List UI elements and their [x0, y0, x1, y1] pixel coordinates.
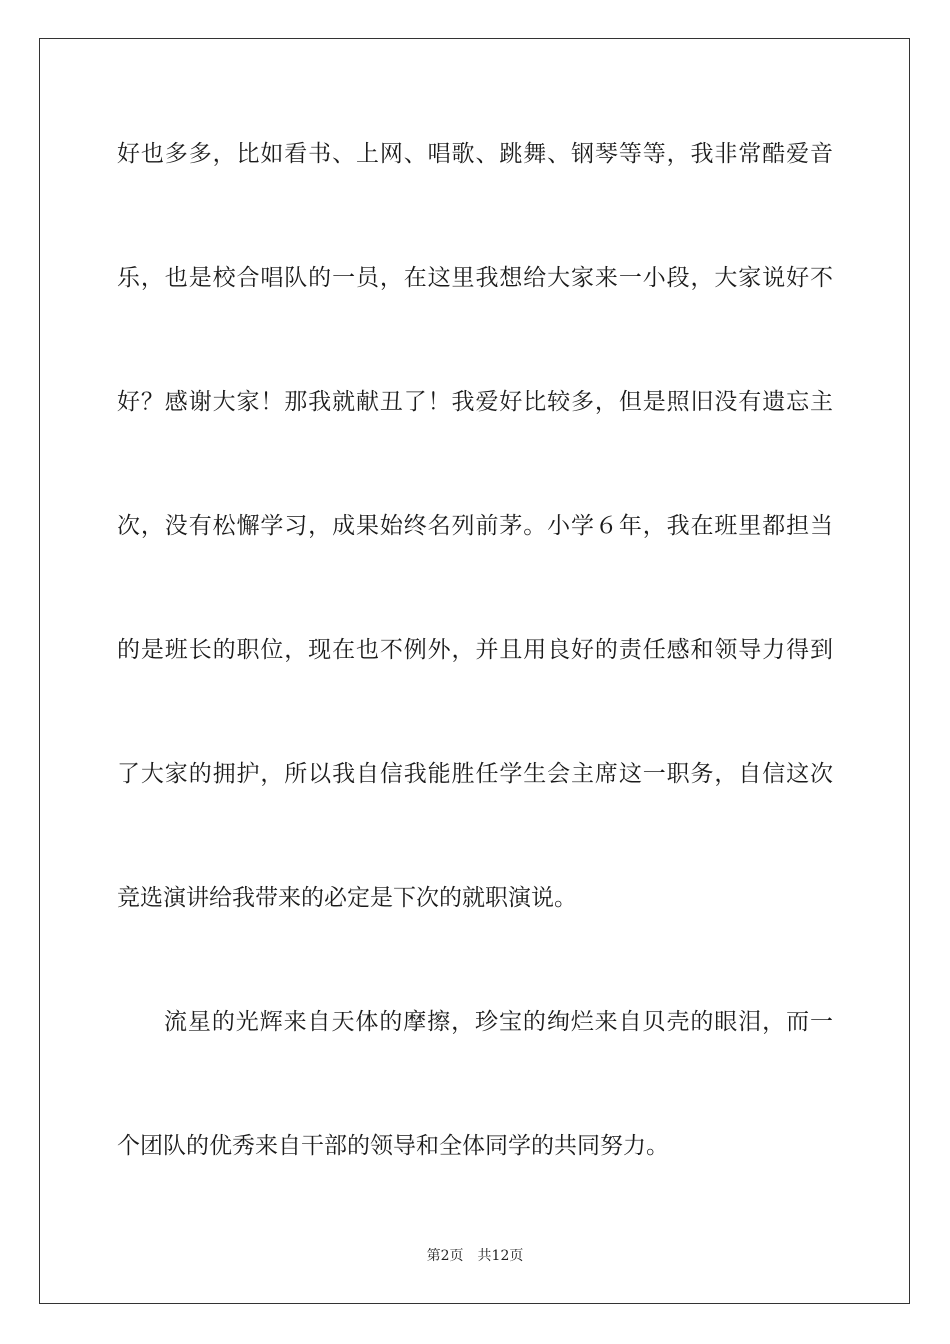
paragraph-line: 次，没有松懈学习，成果始终名列前茅。小学６年，我在班里都担当 — [117, 513, 833, 539]
paragraph-line: 好？感谢大家！那我就献丑了！我爱好比较多，但是照旧没有遗忘主 — [117, 389, 833, 415]
paragraph-line: 流星的光辉来自天体的摩擦，珍宝的绚烂来自贝壳的眼泪，而一 — [164, 1009, 833, 1035]
paragraph-line: 竞选演讲给我带来的必定是下次的就职演说。 — [117, 885, 577, 911]
page-number: 第2页 — [426, 1248, 464, 1264]
paragraph-line: 了大家的拥护，所以我自信我能胜任学生会主席这一职务，自信这次 — [117, 761, 833, 787]
page-border — [39, 38, 910, 1304]
page-footer — [0, 1246, 950, 1266]
paragraph-line: 好也多多，比如看书、上网、唱歌、跳舞、钢琴等等，我非常酷爱音 — [117, 141, 833, 167]
paragraph-line: 个团队的优秀来自干部的领导和全体同学的共同努力。 — [117, 1133, 669, 1159]
paragraph-line: 乐，也是校合唱队的一员，在这里我想给大家来一小段，大家说好不 — [117, 265, 833, 291]
page-total: 共12页 — [477, 1248, 524, 1264]
paragraph-line: 的是班长的职位，现在也不例外，并且用良好的责任感和领导力得到 — [117, 637, 833, 663]
